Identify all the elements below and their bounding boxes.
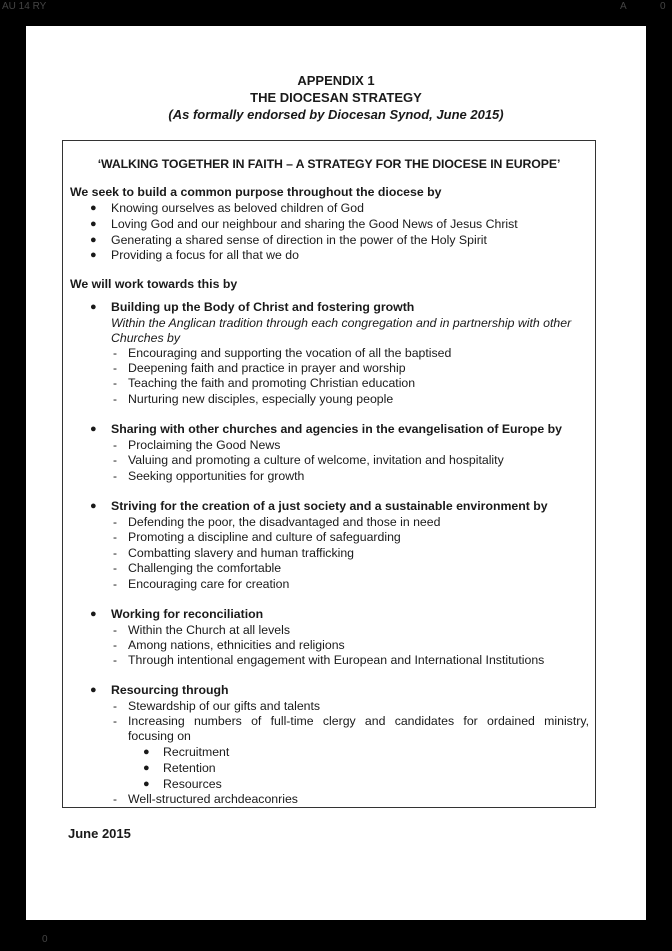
dash-icon: - [113,346,117,360]
list-item: Deepening faith and practice in prayer and worship [128,361,406,375]
section-title: Resourcing through [111,683,229,697]
bullet-icon: ● [90,234,97,246]
sub-list-item: Resources [163,777,222,791]
scan-mark: AU 14 RY [2,1,47,12]
bullet-icon: ● [143,778,150,790]
document-page [26,26,646,920]
dash-icon: - [113,361,117,375]
list-item: Well-structured archdeaconries [128,792,298,806]
strategy-title: ‘WALKING TOGETHER IN FAITH – A STRATEGY FOR THE DIOCESE IN EUROPE’ [97,157,561,171]
section-intro: Within the Anglican tradition through each congregation and in partnership with other [111,316,572,330]
dash-icon: - [113,577,117,591]
list-item: Encouraging and supporting the vocation of all the baptised [128,346,452,360]
purpose-heading: We seek to build a common purpose throughout the diocese by [70,185,442,199]
list-item: Among nations, ethnicities and religions [128,638,345,652]
bullet-icon: ● [90,218,97,230]
list-item: Nurturing new disciples, especially young people [128,392,394,406]
scan-mark: A [620,1,627,12]
page-subtitle: (As formally endorsed by Diocesan Synod, June 2015) [168,107,504,122]
section-title: Working for reconciliation [111,607,264,621]
list-item: Teaching the faith and promoting Christian education [128,376,416,390]
list-item: Promoting a discipline and culture of safeguarding [128,530,401,544]
section-intro: Churches by [111,331,181,345]
dash-icon: - [113,392,117,406]
dash-icon: - [113,438,117,452]
section-title: Building up the Body of Christ and fostering growth [111,300,415,314]
purpose-item: Knowing ourselves as beloved children of God [111,201,364,215]
list-item: Proclaiming the Good News [128,438,281,452]
footer-date: June 2015 [68,826,131,841]
list-item: Defending the poor, the disadvantaged and those in need [128,515,441,529]
list-item: Valuing and promoting a culture of welcome, invitation and hospitality [128,453,504,467]
work-heading: We will work towards this by [70,277,238,291]
dash-icon: - [113,515,117,529]
dash-icon: - [113,453,117,467]
dash-icon: - [113,714,117,728]
list-item: Combatting slavery and human trafficking [128,546,355,560]
dash-icon: - [113,530,117,544]
list-item: Within the Church at all levels [128,623,290,637]
dash-icon: - [113,546,117,560]
bullet-icon: ● [90,423,97,435]
strategy-box [62,140,596,808]
bullet-icon: ● [90,684,97,696]
list-item: Stewardship of our gifts and talents [128,699,321,713]
list-item: Challenging the comfortable [128,561,282,575]
scan-mark: 0 [42,934,48,945]
bullet-icon: ● [90,608,97,620]
page-title: THE DIOCESAN STRATEGY [250,90,422,105]
list-item: Seeking opportunities for growth [128,469,305,483]
bullet-icon: ● [143,746,150,758]
dash-icon: - [113,792,117,806]
appendix-label: APPENDIX 1 [297,73,375,88]
bullet-icon: ● [90,301,97,313]
dash-icon: - [113,638,117,652]
dash-icon: - [113,653,117,667]
list-item: Increasing numbers of full-time clergy and candidates for ordained ministry, [128,714,589,728]
dash-icon: - [113,469,117,483]
list-item: Through intentional engagement with European and International Institutions [128,653,545,667]
purpose-item: Loving God and our neighbour and sharing the Good News of Jesus Christ [111,217,518,231]
section-title: Striving for the creation of a just society and a sustainable environment by [111,499,548,513]
bullet-icon: ● [143,762,150,774]
list-item: Encouraging care for creation [128,577,290,591]
purpose-item: Generating a shared sense of direction in the power of the Holy Spirit [111,233,487,247]
section-title: Sharing with other churches and agencies in the evangelisation of Europe by [111,422,562,436]
bullet-icon: ● [90,202,97,214]
bullet-icon: ● [90,249,97,261]
dash-icon: - [113,699,117,713]
sub-list-item: Retention [163,761,216,775]
list-item-continuation: focusing on [128,729,191,743]
scan-mark: 0 [660,1,666,12]
dash-icon: - [113,623,117,637]
sub-list-item: Recruitment [163,745,230,759]
dash-icon: - [113,561,117,575]
purpose-item: Providing a focus for all that we do [111,248,299,262]
bullet-icon: ● [90,500,97,512]
dash-icon: - [113,376,117,390]
